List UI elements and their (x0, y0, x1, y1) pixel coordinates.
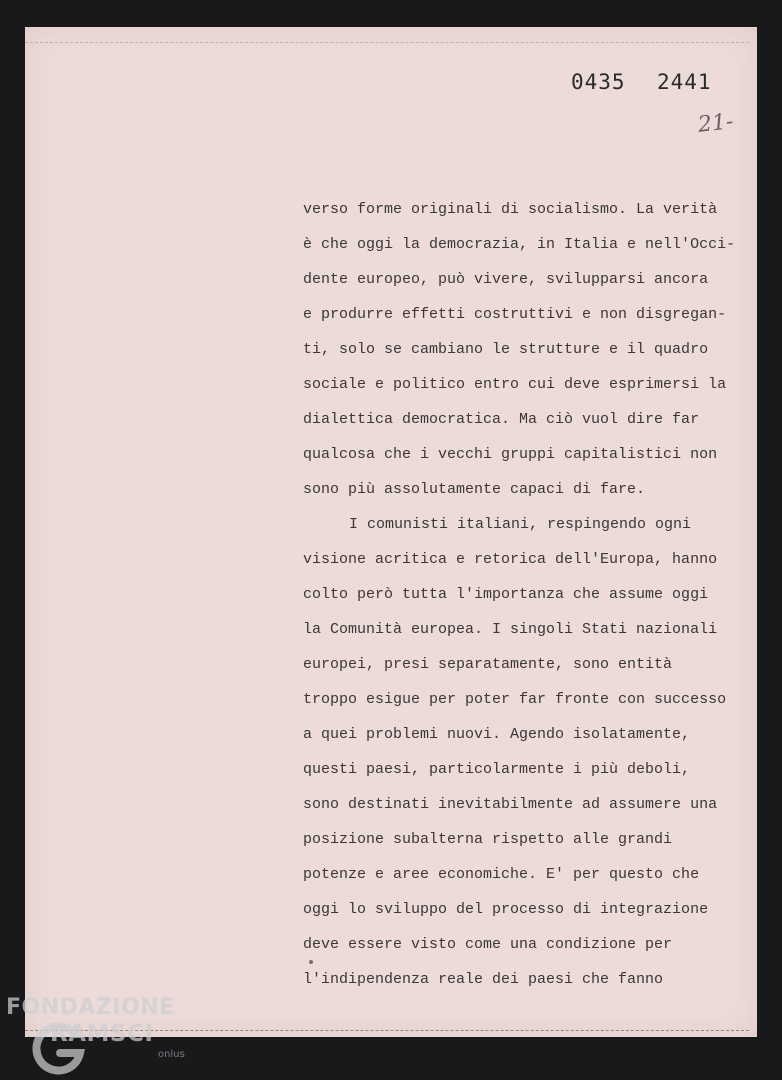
top-dashed-rule (25, 42, 749, 43)
text-line: dialettica democratica. Ma ciò vuol dire far (303, 411, 700, 428)
ink-speck (309, 960, 313, 964)
archive-number-right: 2441 (657, 70, 712, 94)
paragraph-start-line: I comunisti italiani, respingendo ogni (349, 516, 692, 533)
watermark-line2: RAMSCI (50, 1021, 154, 1047)
text-line: posizione subalterna rispetto alle grandi (303, 831, 673, 848)
text-line: sociale e politico entro cui deve esprimersi la (303, 376, 727, 393)
text-line: deve essere visto come una condizione per (303, 936, 673, 953)
text-line: l'indipendenza reale dei paesi che fanno (303, 971, 664, 988)
text-line: qualcosa che i vecchi gruppi capitalistici non (303, 446, 718, 463)
archive-number-left: 0435 (571, 70, 626, 94)
document-page (25, 27, 757, 1037)
text-line: la Comunità europea. I singoli Stati nazionali (303, 621, 718, 638)
watermark-suffix: onlus (158, 1049, 185, 1060)
fondazione-gramsci-watermark (6, 995, 196, 1080)
text-line: troppo esigue per poter far fronte con successo (303, 691, 727, 708)
watermark-line1: FONDAZIONE (6, 995, 175, 1020)
text-line: sono più assolutamente capaci di fare. (303, 481, 646, 498)
text-line: sono destinati inevitabilmente ad assumere una (303, 796, 718, 813)
typed-body-text (303, 195, 763, 1000)
text-line: questi paesi, particolarmente i più deboli, (303, 761, 691, 778)
text-line: verso forme originali di socialismo. La verità (303, 201, 718, 218)
text-line: visione acritica e retorica dell'Europa, hanno (303, 551, 718, 568)
text-line: europei, presi separatamente, sono entità (303, 656, 673, 673)
text-line: potenze e aree economiche. E' per questo che (303, 866, 700, 883)
text-line: oggi lo sviluppo del processo di integrazione (303, 901, 709, 918)
text-line: e produrre effetti costruttivi e non disgregan- (303, 306, 727, 323)
handwritten-page-mark: 21- (696, 109, 735, 138)
text-line: a quei problemi nuovi. Agendo isolatamente, (303, 726, 691, 743)
text-line: ti, solo se cambiano le strutture e il quadro (303, 341, 709, 358)
text-line: è che oggi la democrazia, in Italia e nell'Occi- (303, 236, 736, 253)
text-line: dente europeo, può vivere, svilupparsi ancora (303, 271, 709, 288)
text-line: colto però tutta l'importanza che assume oggi (303, 586, 709, 603)
